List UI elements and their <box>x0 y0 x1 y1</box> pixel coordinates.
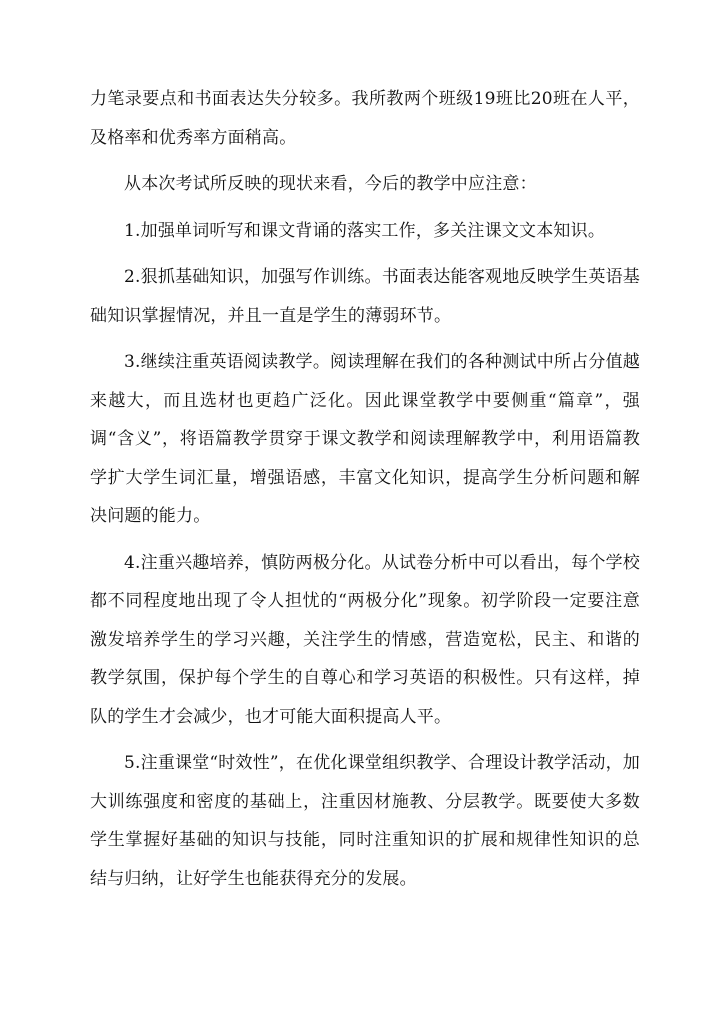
paragraph-item-5: 5.注重课堂“时效性”，在优化课堂组织教学、合理设计教学活动，加大训练强度和密度的基础上，注重因材施教、分层教学。既要使大多数学生掌握好基础的知识与技能，同时注重知识的扩展和规律性知识的总结与归纳，让好学生也能获得充分的发展。 <box>90 753 641 889</box>
paragraph-item-4: 4.注重兴趣培养，慎防两极分化。从试卷分析中可以看出，每个学校都不同程度地出现了令人担忧的“两极分化”现象。初学阶段一定要注意激发培养学生的学习兴趣，关注学生的情感，营造宽松，民主、和谐的教学氛围，保护每个学生的自尊心和学习英语的积极性。只有这样，掉队的学生才会减少，也才可能大面积提高人平。 <box>90 552 640 727</box>
document-body <box>90 80 640 906</box>
paragraph-item-1: 1.加强单词听写和课文背诵的落实工作，多关注课文文本知识。 <box>124 220 606 241</box>
paragraph-continued: 力笔录要点和书面表达失分较多。我所教两个班级19班比20班在人平，及格率和优秀率方面稍高。 <box>90 89 640 148</box>
paragraph-item-3: 3.继续注重英语阅读教学。阅读理解在我们的各种测试中所占分值越来越大，而且选材也更趋广泛化。因此课堂教学中要侧重“篇章”，强调“含义”，将语篇教学贯穿于课文教学和阅读理解教学中，利用语篇教学扩大学生词汇量，增强语感，丰富文化知识，提高学生分析问题和解决问题的能力。 <box>90 352 640 526</box>
paragraph-item-2: 2.狠抓基础知识，加强写作训练。书面表达能客观地反映学生英语基础知识掌握情况，并且一直是学生的薄弱环节。 <box>90 267 640 326</box>
paragraph-intro: 从本次考试所反映的现状来看，今后的教学中应注意： <box>124 174 537 194</box>
